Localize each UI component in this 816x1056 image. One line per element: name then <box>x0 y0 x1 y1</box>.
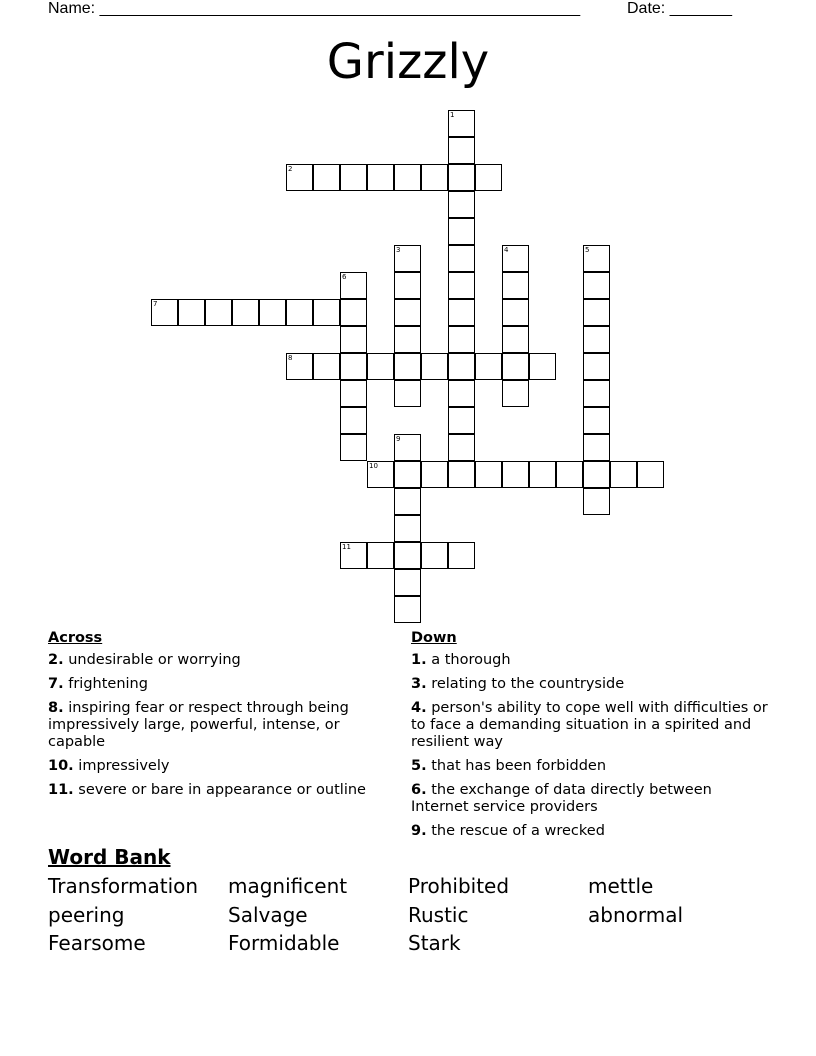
crossword-cell[interactable] <box>394 326 421 353</box>
crossword-cell[interactable] <box>583 434 610 461</box>
across-clue <box>48 758 398 775</box>
clue-text: frightening <box>63 676 148 692</box>
crossword-cell[interactable] <box>448 542 475 569</box>
page-title: Grizzly <box>326 34 490 90</box>
crossword-cell[interactable] <box>286 299 313 326</box>
crossword-cell[interactable] <box>394 434 421 461</box>
down-clue <box>411 782 771 816</box>
crossword-cell[interactable] <box>583 461 610 488</box>
clue-text: the exchange of data directly between Internet service providers <box>411 782 712 815</box>
crossword-cell[interactable] <box>340 407 367 434</box>
crossword-cell[interactable] <box>394 515 421 542</box>
crossword-cell[interactable] <box>286 353 313 380</box>
crossword-cell[interactable] <box>583 326 610 353</box>
clue-text: relating to the countryside <box>426 676 625 692</box>
clue-number-label: 6. <box>411 782 427 798</box>
down-clue <box>411 652 771 669</box>
crossword-cell[interactable] <box>502 326 529 353</box>
word-bank-heading: Word Bank <box>48 845 171 869</box>
crossword-cell[interactable] <box>583 407 610 434</box>
crossword-cell[interactable] <box>502 299 529 326</box>
crossword-cell[interactable] <box>340 272 367 299</box>
crossword-cell[interactable] <box>583 299 610 326</box>
crossword-cell[interactable] <box>340 326 367 353</box>
clue-number-label: 1. <box>411 652 427 668</box>
clue-number: 2 <box>288 165 293 173</box>
clue-number: 1 <box>450 111 455 119</box>
clue-number: 5 <box>585 246 590 254</box>
word-bank-item: Stark <box>408 931 461 955</box>
word-bank-item: Transformation <box>48 874 199 898</box>
clue-text: the rescue of a wrecked <box>426 823 605 839</box>
down-clue <box>411 823 771 840</box>
crossword-cell[interactable] <box>340 299 367 326</box>
crossword-cell[interactable] <box>502 380 529 407</box>
crossword-cell[interactable] <box>421 542 448 569</box>
word-bank-item: Salvage <box>228 903 308 927</box>
clue-text: severe or bare in appearance or outline <box>73 782 366 798</box>
crossword-cell[interactable] <box>259 299 286 326</box>
crossword-cell[interactable] <box>475 461 502 488</box>
clue-number-label: 4. <box>411 700 427 716</box>
across-clue <box>48 652 398 669</box>
clue-number-label: 8. <box>48 700 64 716</box>
across-heading: Across <box>48 630 103 646</box>
crossword-cell[interactable] <box>313 164 340 191</box>
crossword-cell[interactable] <box>475 164 502 191</box>
crossword-cell[interactable] <box>394 380 421 407</box>
across-clues <box>48 630 398 806</box>
clue-number-label: 5. <box>411 758 427 774</box>
name-field-label: Name: ______________________________________________________ <box>48 0 581 17</box>
across-clue <box>48 676 398 693</box>
crossword-cell[interactable] <box>529 461 556 488</box>
crossword-cell[interactable] <box>394 353 421 380</box>
crossword-cell[interactable] <box>448 218 475 245</box>
down-clues <box>411 630 771 847</box>
crossword-cell[interactable] <box>421 164 448 191</box>
word-bank-item: Fearsome <box>48 931 146 955</box>
crossword-cell[interactable] <box>340 380 367 407</box>
crossword-cell[interactable] <box>394 245 421 272</box>
clue-text: a thorough <box>426 652 511 668</box>
crossword-cell[interactable] <box>610 461 637 488</box>
crossword-cell[interactable] <box>367 461 394 488</box>
crossword-cell[interactable] <box>421 353 448 380</box>
crossword-cell[interactable] <box>448 245 475 272</box>
crossword-cell[interactable] <box>502 272 529 299</box>
across-clue <box>48 782 398 799</box>
crossword-cell[interactable] <box>394 164 421 191</box>
crossword-cell[interactable] <box>205 299 232 326</box>
crossword-cell[interactable] <box>448 110 475 137</box>
clue-number: 6 <box>342 273 347 281</box>
crossword-cell[interactable] <box>448 407 475 434</box>
crossword-cell[interactable] <box>583 380 610 407</box>
crossword-cell[interactable] <box>394 272 421 299</box>
crossword-cell[interactable] <box>151 299 178 326</box>
crossword-cell[interactable] <box>340 434 367 461</box>
crossword-cell[interactable] <box>502 245 529 272</box>
crossword-cell[interactable] <box>367 164 394 191</box>
crossword-cell[interactable] <box>340 164 367 191</box>
crossword-cell[interactable] <box>313 353 340 380</box>
crossword-cell[interactable] <box>340 542 367 569</box>
clue-number-label: 10. <box>48 758 74 774</box>
down-clue <box>411 700 771 751</box>
crossword-cell[interactable] <box>340 353 367 380</box>
crossword-cell[interactable] <box>529 353 556 380</box>
word-bank-item: magnificent <box>228 874 348 898</box>
down-heading: Down <box>411 630 457 646</box>
word-bank-item: Formidable <box>228 931 340 955</box>
crossword-cell[interactable] <box>583 488 610 515</box>
clue-text: inspiring fear or respect through being impressively large, powerful, intense, or capable <box>48 700 349 750</box>
crossword-cell[interactable] <box>448 380 475 407</box>
clue-number: 8 <box>288 354 293 362</box>
clue-text: undesirable or worrying <box>63 652 241 668</box>
crossword-cell[interactable] <box>448 326 475 353</box>
crossword-cell[interactable] <box>502 353 529 380</box>
word-bank-item: Rustic <box>408 903 469 927</box>
word-bank-item: Prohibited <box>408 874 510 898</box>
across-clue <box>48 700 398 751</box>
clue-number-label: 11. <box>48 782 74 798</box>
crossword-cell[interactable] <box>394 596 421 623</box>
clue-number-label: 3. <box>411 676 427 692</box>
crossword-cell[interactable] <box>367 353 394 380</box>
clue-text: person's ability to cope well with difficulties or to face a demanding situation in a spirited and resilient way <box>411 700 768 750</box>
crossword-cell[interactable] <box>286 164 313 191</box>
clue-number: 3 <box>396 246 401 254</box>
crossword-cell[interactable] <box>178 299 205 326</box>
crossword-cell[interactable] <box>448 353 475 380</box>
clue-number: 4 <box>504 246 509 254</box>
clue-number-label: 2. <box>48 652 64 668</box>
clue-text: that has been forbidden <box>426 758 607 774</box>
word-bank-item: peering <box>48 903 125 927</box>
clue-text: impressively <box>73 758 170 774</box>
word-bank-item: mettle <box>588 874 654 898</box>
clue-number: 10 <box>369 462 378 470</box>
crossword-cell[interactable] <box>583 353 610 380</box>
crossword-cell[interactable] <box>232 299 259 326</box>
clue-number: 11 <box>342 543 351 551</box>
crossword-cell[interactable] <box>448 164 475 191</box>
crossword-cell[interactable] <box>448 299 475 326</box>
crossword-cell[interactable] <box>583 272 610 299</box>
clue-number-label: 7. <box>48 676 64 692</box>
crossword-cell[interactable] <box>367 542 394 569</box>
clue-number: 7 <box>153 300 158 308</box>
clue-number: 9 <box>396 435 401 443</box>
crossword-cell[interactable] <box>394 488 421 515</box>
crossword-cell[interactable] <box>583 245 610 272</box>
down-clue <box>411 676 771 693</box>
crossword-cell[interactable] <box>394 542 421 569</box>
crossword-cell[interactable] <box>448 461 475 488</box>
crossword-cell[interactable] <box>475 353 502 380</box>
clue-number-label: 9. <box>411 823 427 839</box>
crossword-cell[interactable] <box>421 461 448 488</box>
crossword-cell[interactable] <box>394 461 421 488</box>
crossword-cell[interactable] <box>502 461 529 488</box>
crossword-cell[interactable] <box>448 137 475 164</box>
word-bank-item: abnormal <box>588 903 684 927</box>
down-clue <box>411 758 771 775</box>
crossword-cell[interactable] <box>637 461 664 488</box>
crossword-cell[interactable] <box>448 434 475 461</box>
crossword-cell[interactable] <box>448 191 475 218</box>
crossword-cell[interactable] <box>556 461 583 488</box>
date-field-label: Date: _______ <box>627 0 732 17</box>
crossword-cell[interactable] <box>394 569 421 596</box>
crossword-cell[interactable] <box>448 272 475 299</box>
crossword-cell[interactable] <box>313 299 340 326</box>
crossword-cell[interactable] <box>394 299 421 326</box>
